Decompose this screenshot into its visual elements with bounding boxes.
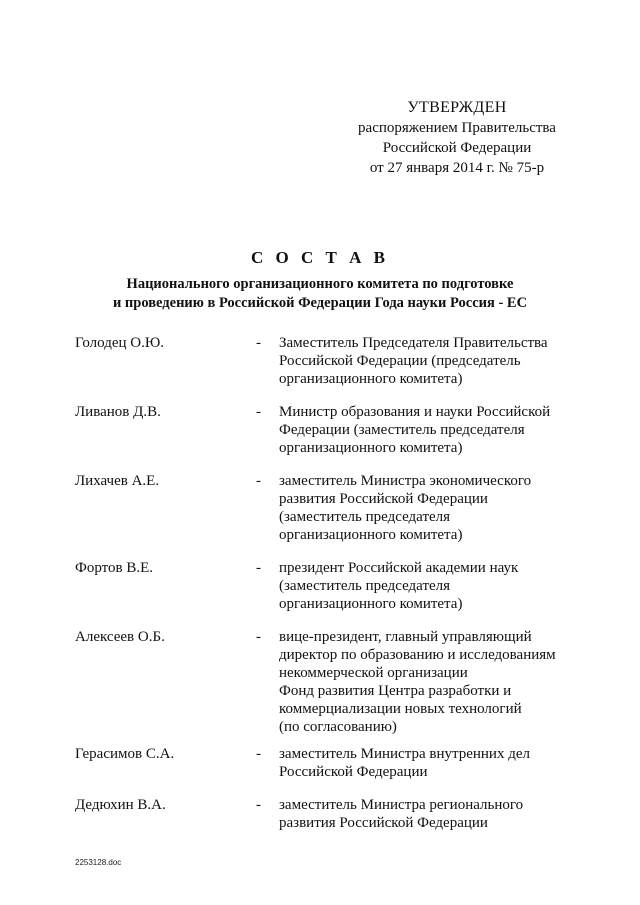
- member-role: Министр образования и науки Российской Федерации (заместитель председателя организационного комитета): [279, 404, 551, 456]
- member-name: Лихачев А.Е.: [75, 473, 160, 489]
- member-dash: -: [256, 746, 261, 762]
- member-name: Алексеев О.Б.: [75, 629, 165, 645]
- member-dash: -: [256, 473, 261, 489]
- member-role: заместитель Министра регионального развития Российской Федерации: [279, 797, 524, 831]
- member-name: Голодец О.Ю.: [75, 335, 165, 351]
- document-title: С О С Т А В: [251, 248, 389, 267]
- member-role: заместитель Министра экономического развития Российской Федерации (заместитель председателя организационного комитета): [279, 473, 532, 543]
- member-name: Фортов В.Е.: [75, 560, 154, 576]
- member-dash: -: [256, 797, 261, 813]
- subtitle-line-1: Национального организационного комитета по подготовке: [126, 276, 514, 292]
- approval-line-3: от 27 января 2014 г. № 75-р: [369, 160, 545, 176]
- footer-file-name: 2253128.doc: [75, 858, 122, 867]
- approval-line-1: распоряжением Правительства: [358, 120, 556, 136]
- member-dash: -: [256, 335, 261, 351]
- member-name: Ливанов Д.В.: [75, 404, 161, 420]
- member-role: президент Российской академии наук (заместитель председателя организационного комитета): [279, 560, 519, 612]
- approval-title: УТВЕРЖДЕН: [407, 99, 507, 116]
- member-role: Заместитель Председателя Правительства Российской Федерации (председатель организационного комитета): [279, 335, 548, 387]
- subtitle-line-2: и проведению в Российской Федерации Года науки Россия - ЕС: [112, 295, 528, 311]
- member-role: вице-президент, главный управляющий директор по образованию и исследованиям некоммерческой организации Фонд развития Центра разработки и коммерциализации новых технологий (по согласованию): [279, 629, 556, 735]
- member-name: Герасимов С.А.: [75, 746, 175, 762]
- member-dash: -: [256, 560, 261, 576]
- member-name: Дедюхин В.А.: [75, 797, 166, 813]
- approval-line-2: Российской Федерации: [382, 140, 532, 156]
- approval-stamp: [330, 98, 584, 178]
- member-role: заместитель Министра внутренних дел Российской Федерации: [279, 746, 530, 780]
- document-subtitle: [60, 275, 580, 313]
- member-dash: -: [256, 404, 261, 420]
- member-dash: -: [256, 629, 261, 645]
